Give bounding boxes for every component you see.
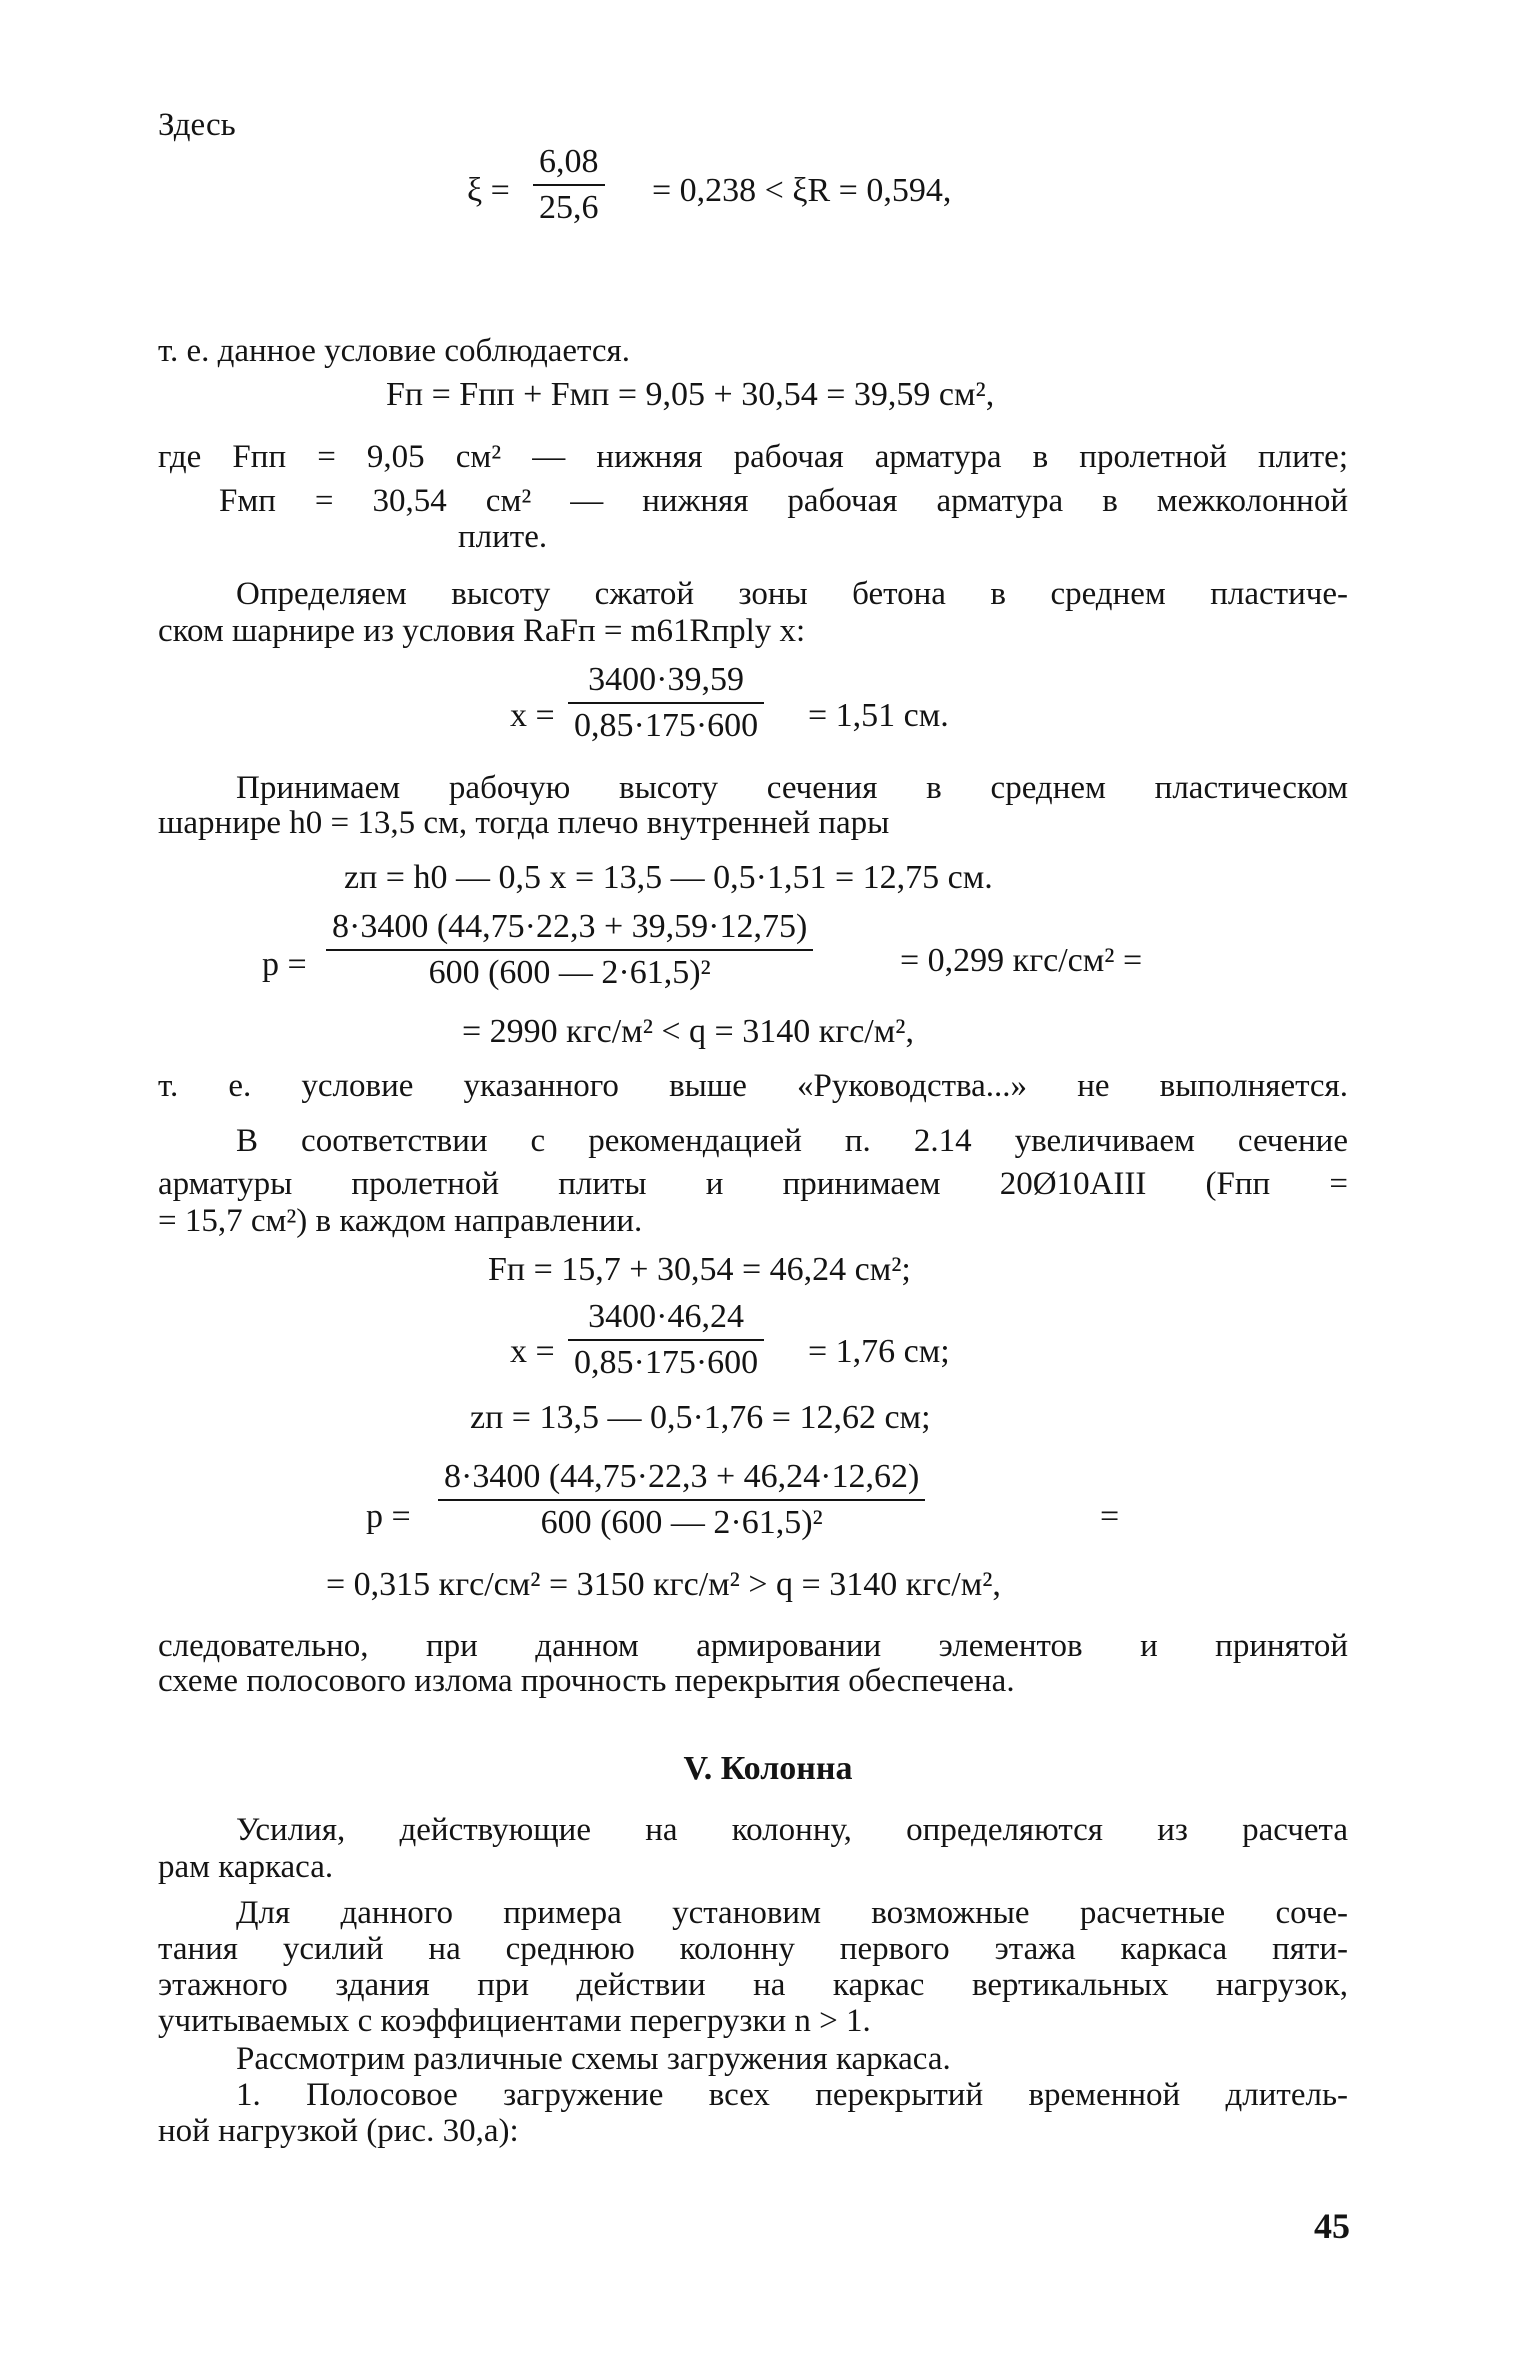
formula-line: = 0,315 кгс/см² = 3150 кгс/м² > q = 3140 кгс/м², [326,1566,1001,1603]
text-line: т. е. данное условие соблюдается. [158,333,630,369]
text-line: Для данного примера установим возможные расчетные соче- [236,1895,1348,1931]
formula-rhs: = 0,238 < ξR = 0,594, [652,172,952,209]
text-line: 1. Полосовое загружение всех перекрытий временной длитель- [236,2077,1348,2113]
formula-rhs: = [1100,1498,1120,1535]
text-line: Принимаем рабочую высоту сечения в среднем пластическом [236,770,1348,806]
fraction-denominator: 0,85·175·600 [574,707,759,744]
text-line: где Fпп = 9,05 см² — нижняя рабочая арматура в пролетной плите; [158,439,1348,475]
text-line: В соответствии с рекомендацией п. 2.14 увеличиваем сечение [236,1123,1348,1159]
text-line: следовательно, при данном армировании элементов и принятой [158,1628,1348,1664]
fraction-numerator: 8·3400 (44,75·22,3 + 39,59·12,75) [332,908,808,945]
fraction [568,1297,764,1383]
fraction-numerator: 3400·39,59 [588,661,744,698]
text-line: ском шарнире из условия RaFп = m61Rпрly x: [158,613,806,649]
formula-line: zп = 13,5 — 0,5·1,76 = 12,62 см; [470,1399,931,1436]
fraction [438,1457,925,1543]
fraction-numerator: 8·3400 (44,75·22,3 + 46,24·12,62) [444,1458,920,1495]
text-line: шарнире h0 = 13,5 см, тогда плечо внутренней пары [158,805,890,841]
formula-line: Fп = Fпп + Fмп = 9,05 + 30,54 = 39,59 см², [386,376,995,413]
text-line: Рассмотрим различные схемы загружения каркаса. [236,2041,951,2077]
formula-line: Fп = 15,7 + 30,54 = 46,24 см²; [488,1251,911,1288]
fraction [533,142,605,228]
page-number: 45 [1314,2206,1350,2246]
formula-line: zп = h0 — 0,5 x = 13,5 — 0,5·1,51 = 12,75 см. [344,859,993,896]
section-heading: V. Колонна [683,1750,853,1787]
text-line: Определяем высоту сжатой зоны бетона в среднем пластиче- [236,576,1348,612]
text-line: = 15,7 см²) в каждом направлении. [158,1203,643,1239]
formula-rhs: = 1,76 см; [808,1333,950,1370]
text-line: Усилия, действующие на колонну, определяются из расчета [236,1812,1348,1848]
text-line: этажного здания при действии на каркас вертикальных нагрузок, [158,1967,1348,2003]
text-line: схеме полосового излома прочность перекрытия обеспечена. [158,1663,1015,1699]
fraction-numerator: 6,08 [539,143,599,180]
formula-lhs: p = [366,1498,411,1535]
text-line: Fмп = 30,54 см² — нижняя рабочая арматура в межколонной [219,483,1348,519]
formula-lhs: ξ = [467,172,510,209]
text-line: плите. [458,519,548,555]
text-line: ной нагрузкой (рис. 30,а): [158,2113,519,2149]
formula-line: = 2990 кгс/м² < q = 3140 кгс/м², [462,1013,914,1050]
text-line: арматуры пролетной плиты и принимаем 20Ø10AIII (Fпп = [158,1166,1348,1202]
text-line: рам каркаса. [158,1849,334,1885]
formula-lhs: p = [262,946,307,983]
formula-rhs: = 1,51 см. [808,697,949,734]
text-line: тания усилий на среднюю колонну первого этажа каркаса пяти- [158,1931,1348,1967]
fraction-denominator: 0,85·175·600 [574,1344,759,1381]
formula-rhs: = 0,299 кгс/см² = [900,942,1143,979]
fraction-numerator: 3400·46,24 [588,1298,744,1335]
text-line: т. е. условие указанного выше «Руководства...» не выполняется. [158,1068,1348,1104]
formula-lhs: x = [510,697,555,734]
formula-lhs: x = [510,1333,555,1370]
fraction [326,907,813,993]
fraction [568,660,764,746]
fraction-denominator: 600 (600 — 2·61,5)² [428,954,711,991]
fraction-denominator: 600 (600 — 2·61,5)² [540,1504,823,1541]
text-line: Здесь [158,107,236,143]
fraction-denominator: 25,6 [539,189,599,226]
text-line: учитываемых с коэффициентами перегрузки n > 1. [158,2003,871,2039]
